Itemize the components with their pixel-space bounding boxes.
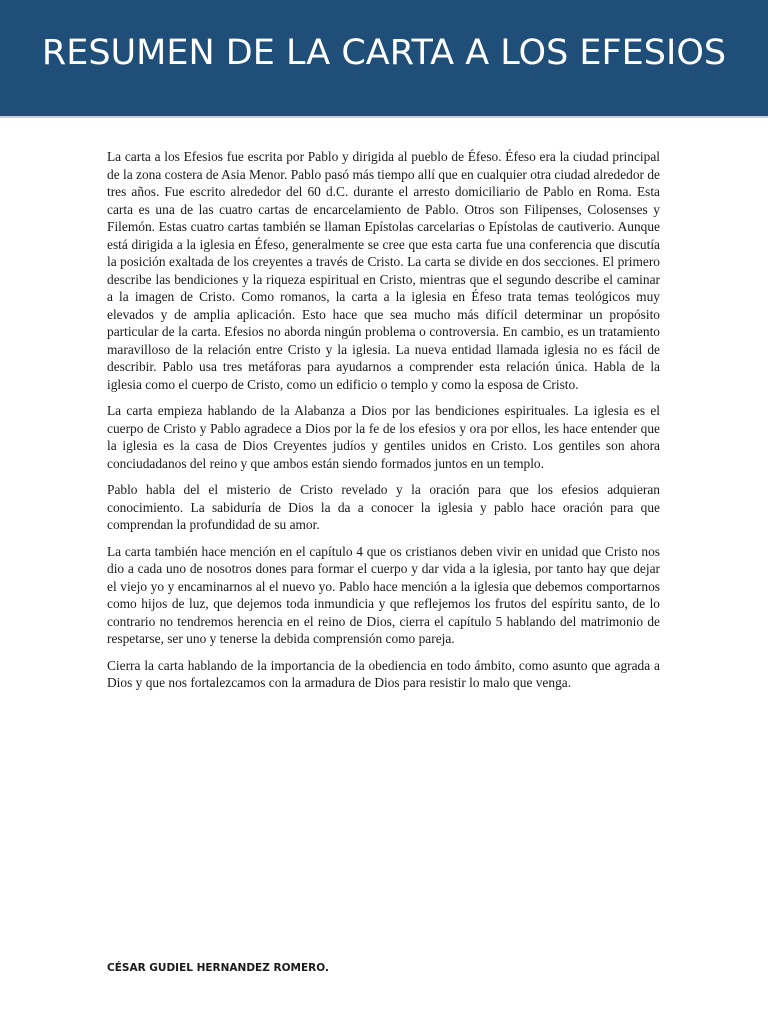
paragraph-cierre: Cierra la carta hablando de la importancia de la obediencia en todo ámbito, como asunto que agrada a Dios y que nos fortalezcamos con la armadura de Dios para resistir lo malo que venga. <box>107 657 660 690</box>
paragraph-alabanza: La carta empieza hablando de la Alabanza a Dios por las bendiciones espirituales. La iglesia es el cuerpo de Cristo y Pablo agradece a Dios por la fe de los efesios y ora por ellos, les hace entender que la iglesia es la casa de Dios Creyentes judíos y gentiles unidos en Cristo. Los gentiles son ahora conciudadanos del reino y que ambos están siendo formados juntos en un templo. <box>107 403 660 471</box>
page-title: RESUMEN DE LA CARTA A LOS EFESIOS <box>41 33 727 73</box>
paragraph-intro: La carta a los Efesios fue escrita por Pablo y dirigida al pueblo de Éfeso. Éfeso era la ciudad principal de la zona costera de Asia Menor. Pablo pasó más tiempo allí que en cualquier otra ciudad alrededor de tres años. Fue escrito alrededor del 60 d.C. durante el arresto domiciliario de Pablo en Roma. Esta carta es una de las cuatro cartas de encarcelamiento de Pablo. Otros son Filipenses, Colosenses y Filemón. Estas cuatro cartas también se llaman Epístolas carcelarias o Epístolas de cautiverio. Aunque está dirigida a la iglesia en Éfeso, generalmente se cree que esta carta fue una conferencia que discutía la posición exaltada de los creyentes a través de Cristo. La carta se divide en dos secciones. El primero describe las bendiciones y la riqueza espiritual en Cristo, mientras que el segundo describe el caminar a la imagen de Cristo. Como romanos, la carta a la iglesia en Éfeso trata temas teológicos muy elevados y de amplia aplicación. Esto hace que sea mucho más difícil determinar un propósito particular de la carta. Efesios no aborda ningún problema o controversia. En cambio, es un tratamiento maravilloso de la relación entre Cristo y la iglesia. La nueva entidad llamada iglesia no es fácil de describir. Pablo usa tres metáforas para ayudarnos a comprender esta relación única. Habla de la iglesia como el cuerpo de Cristo, como un edificio o templo y como la esposa de Cristo. <box>107 149 660 392</box>
paragraph-capitulo-4-5: La carta también hace mención en el capítulo 4 que os cristianos deben vivir en unidad que Cristo nos dio a cada uno de nosotros dones para formar el cuerpo y dar vida a la iglesia, por tanto hay que dejar el viejo yo y encaminarnos al el nuevo yo. Pablo hace mención a la iglesia que debemos comportarnos como hijos de luz, que dejemos toda inmundicia y que reflejemos los frutos del espíritu santo, de lo contrario no tendremos herencia en el reino de Dios, cierra el capítulo 5 hablando del matrimonio de respetarse, ser uno y tenerse la debida comprensión como pareja. <box>107 543 660 646</box>
author-name: CÉSAR GUDIEL HERNANDEZ ROMERO. <box>107 962 329 974</box>
document-body <box>107 148 660 701</box>
title-banner <box>0 0 768 118</box>
paragraph-misterio: Pablo habla del el misterio de Cristo revelado y la oración para que los efesios adquieran conocimiento. La sabiduría de Dios la da a conocer la iglesia y pablo hace oración para que comprendan la profundidad de su amor. <box>107 482 660 532</box>
